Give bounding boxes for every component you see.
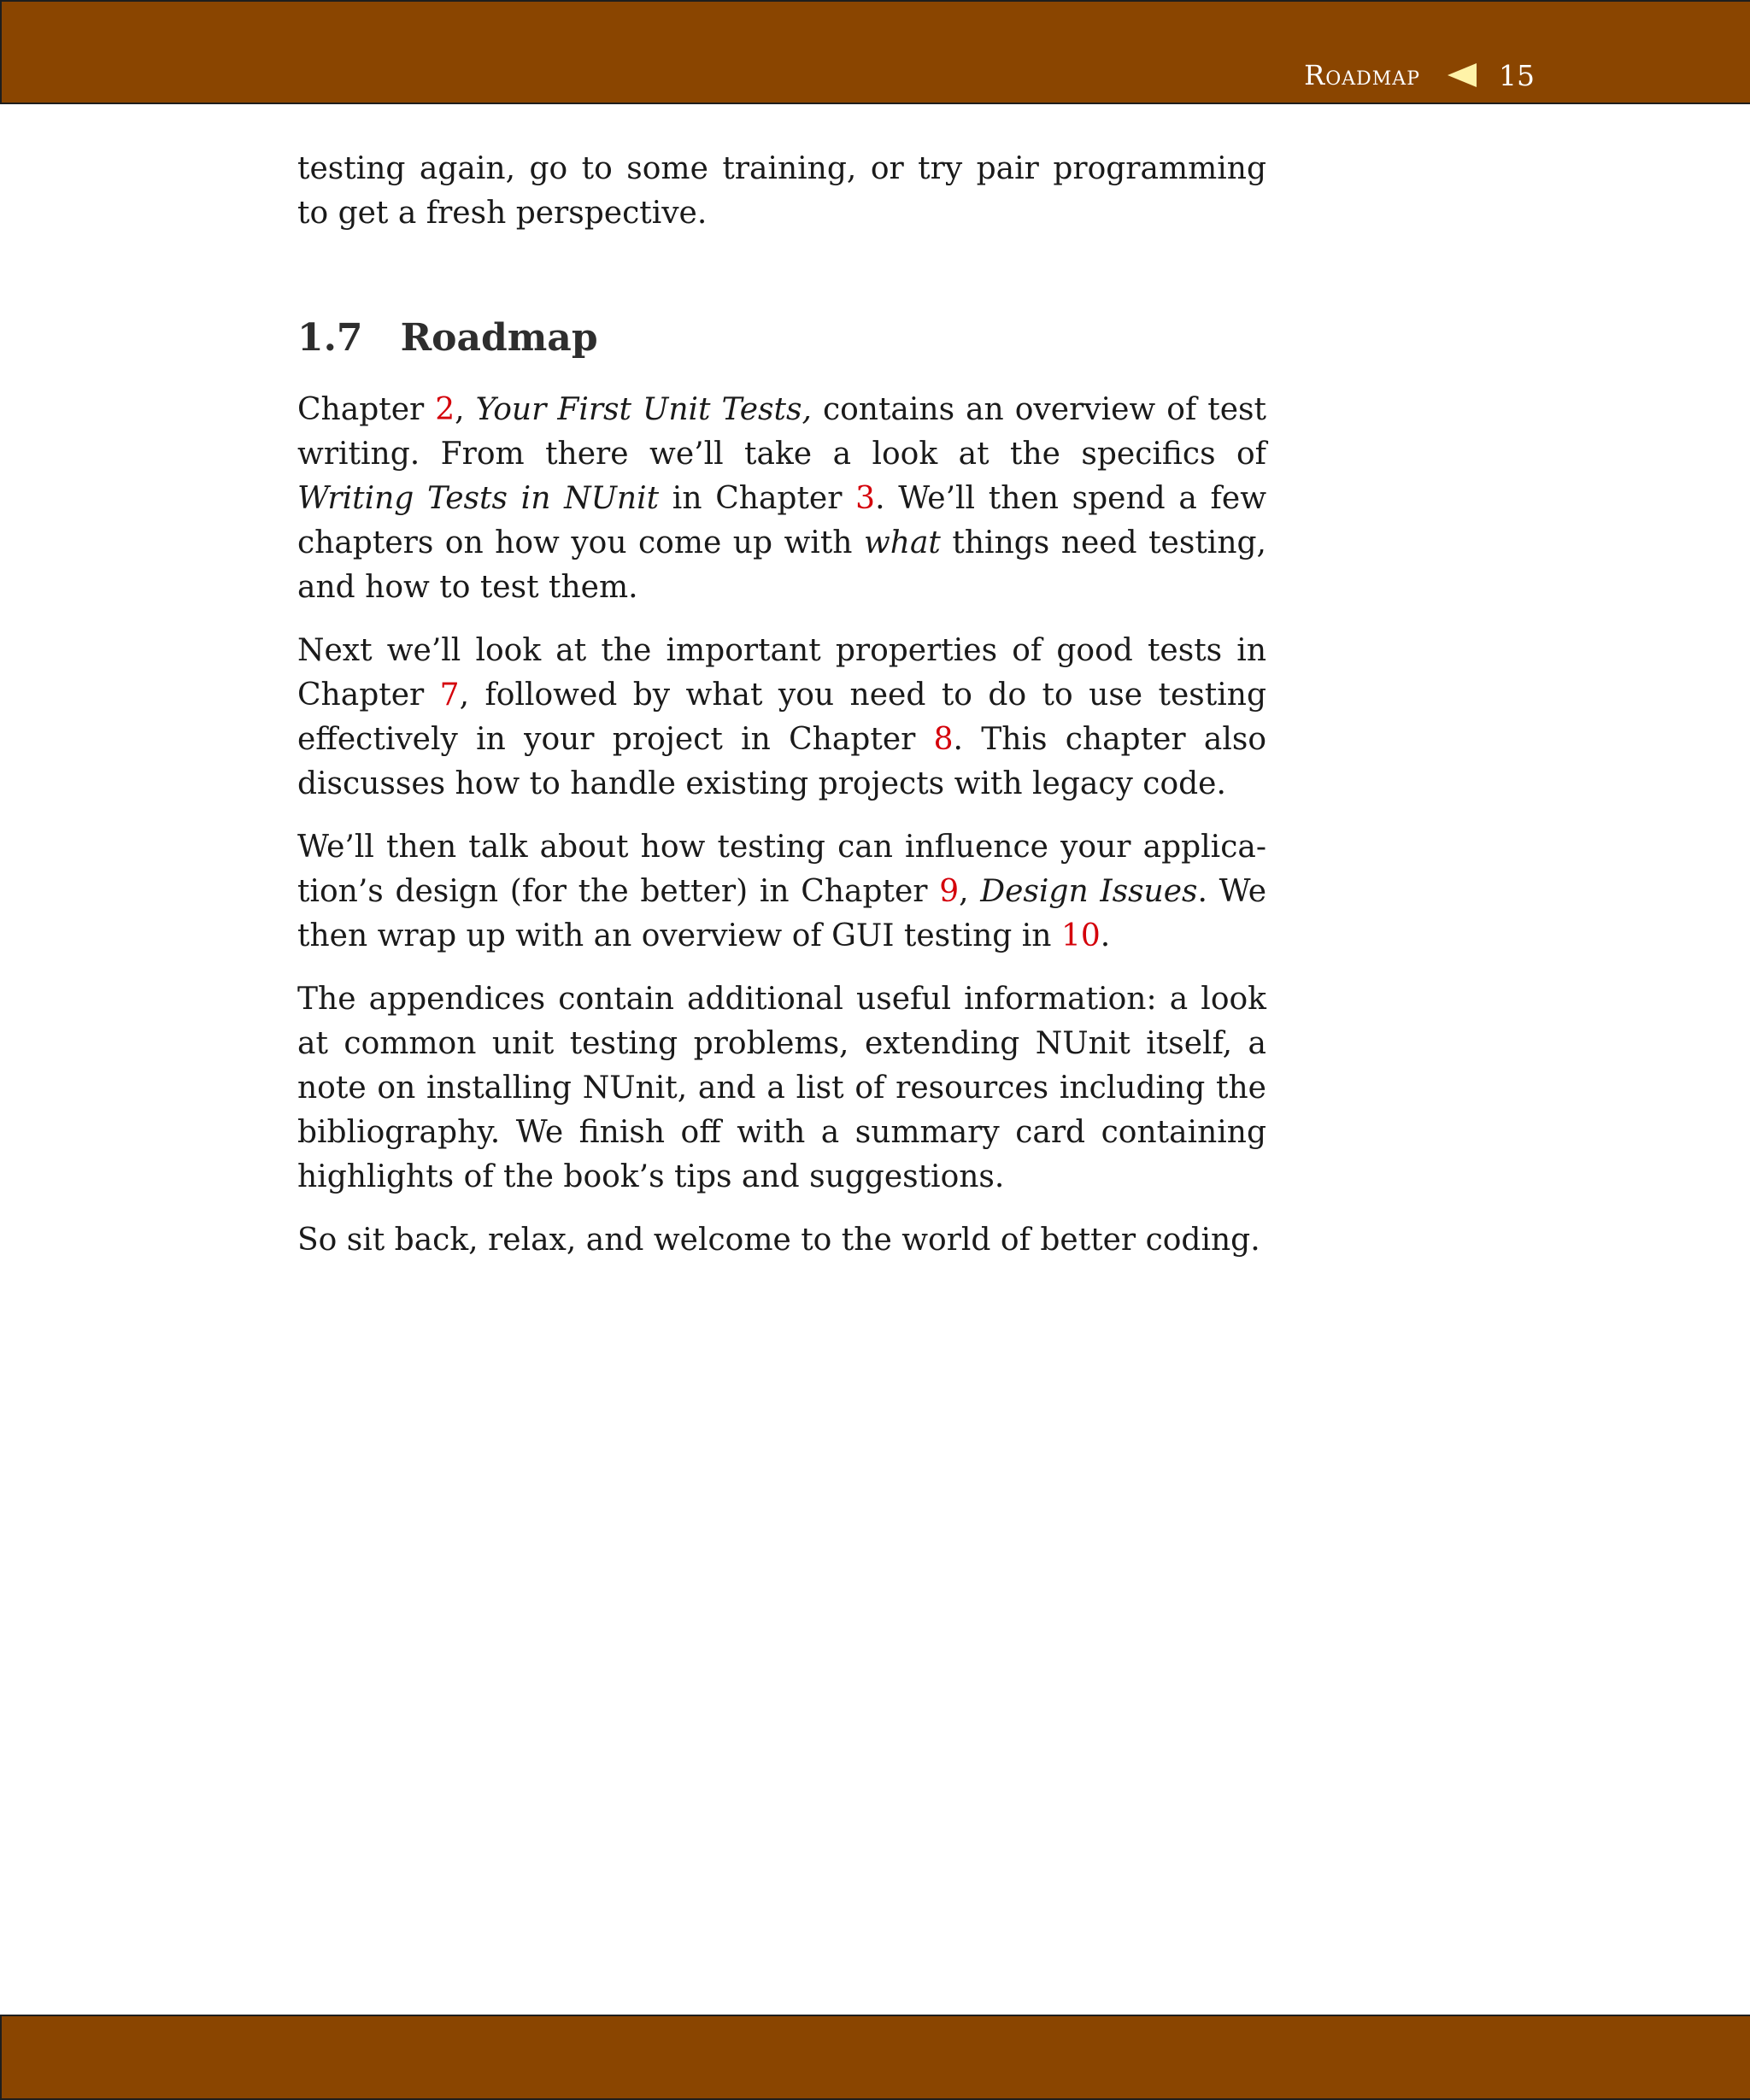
- lead-paragraph: testing again, go to some training, or try pair programming to get a fresh perspective.: [297, 151, 1266, 231]
- text-run: things need testing, and how to test them.: [297, 525, 1266, 605]
- chapter-link-9[interactable]: 9: [939, 874, 960, 909]
- text-run: . We then wrap up with an overview of GUI testing in: [297, 874, 1267, 953]
- text-run: .: [1100, 918, 1111, 953]
- chapter-link-8[interactable]: 8: [933, 722, 954, 757]
- chapter-link-3[interactable]: 3: [855, 481, 876, 516]
- chapter-title-italic: Your First Unit Tests,: [475, 392, 812, 427]
- text-run: ,: [959, 874, 981, 909]
- page-number: 15: [1499, 58, 1535, 92]
- chapter-link-7[interactable]: 7: [439, 678, 460, 713]
- paragraph-closing: So sit back, relax, and welcome to the world of better coding.: [297, 1223, 1260, 1258]
- paragraph-appendices: The appendices contain additional useful information: a look at common unit testing problems, extending NUnit itself, a note on installing NUnit, and a list of resources including the bibliography. We finish off with a summary card containing highlights of the book’s tips and suggestions.: [297, 982, 1266, 1194]
- paragraph-good-tests: [297, 629, 1266, 807]
- text-run: Chapter: [297, 392, 436, 427]
- running-head: [1111, 55, 1535, 96]
- section-title: Roadmap: [400, 316, 598, 360]
- text-run: , followed by what you need to do to use testing effectively in your project in Chapter: [297, 678, 1266, 757]
- text-run: contains an overview of test writing. From there we’ll take a look at the specifics of: [297, 392, 1266, 472]
- left-triangle-icon: [1448, 63, 1477, 87]
- running-title: Roadmap: [1304, 59, 1420, 91]
- chapter-title-italic: Design Issues: [980, 874, 1198, 909]
- text-run: Next we’ll look at the important properties of good tests in Chapter: [297, 633, 1266, 713]
- page-body: [297, 147, 1266, 1282]
- emphasis-what: what: [863, 525, 941, 560]
- paragraph-chapter-overview: [297, 388, 1266, 610]
- section-number: 1.7: [297, 316, 363, 360]
- text-run: in Chapter: [659, 481, 856, 516]
- footer-band: [0, 2015, 1750, 2100]
- chapter-title-italic: Writing Tests in NUnit: [297, 481, 660, 516]
- text-run: ,: [455, 392, 476, 427]
- chapter-link-10[interactable]: 10: [1060, 918, 1101, 953]
- text-run: . We’ll then spend a few chapters on how you come up with: [297, 481, 1267, 560]
- paragraph-design: [297, 825, 1266, 959]
- text-run: We’ll then talk about how testing can influence your application’s design (for the better) in Chapter: [297, 830, 1266, 909]
- text-run: . This chapter also discusses how to handle existing projects with legacy code.: [297, 722, 1266, 801]
- chapter-link-2[interactable]: 2: [435, 392, 455, 427]
- section-heading: [297, 314, 1266, 362]
